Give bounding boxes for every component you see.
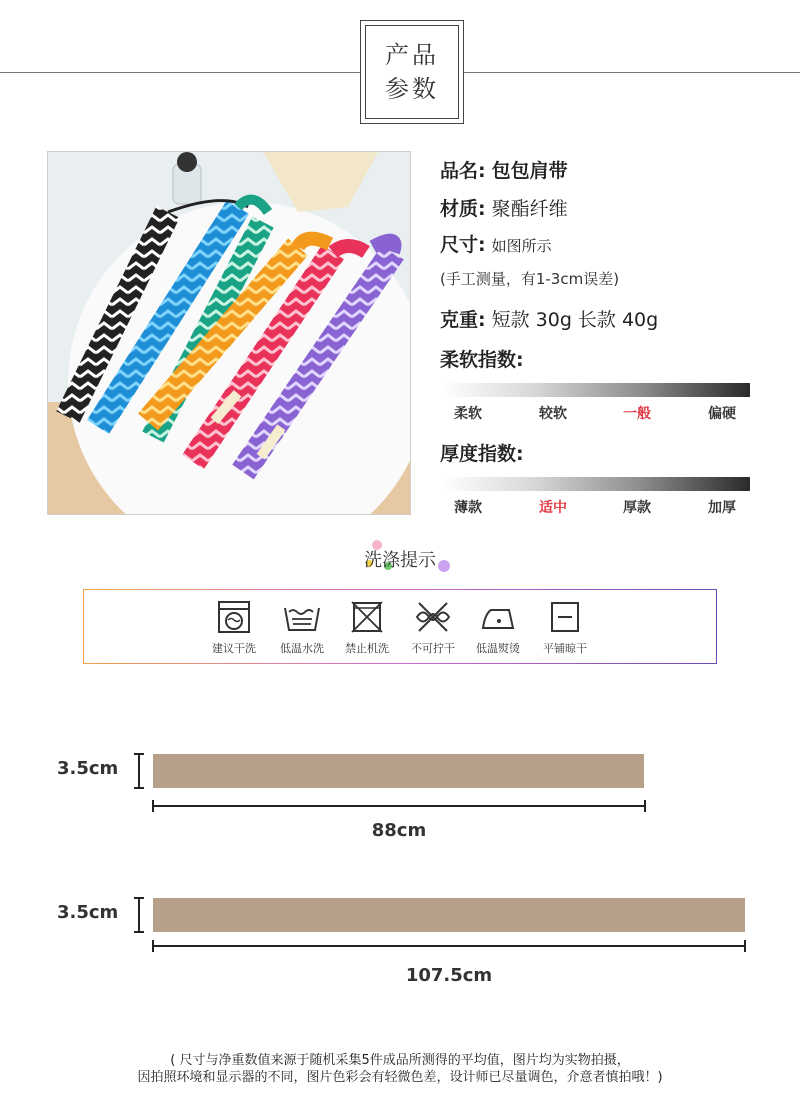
wash-item-no-wring <box>400 600 466 656</box>
long-length-label: 107.5cm <box>405 965 493 986</box>
thickness-title: 厚度指数: <box>440 443 524 465</box>
product-photo <box>48 152 410 514</box>
spec-material-value: 聚酯纤维 <box>491 198 568 220</box>
softness-label-0: 柔软 <box>454 406 482 422</box>
no-wring-icon <box>414 600 452 634</box>
thickness-label-1: 适中 <box>539 500 567 516</box>
section-title-line2: 参数 <box>385 75 439 103</box>
softness-label-2: 一般 <box>623 406 651 422</box>
wash-tips-panel <box>83 589 717 664</box>
wash-label-5: 平铺晾干 <box>543 642 587 655</box>
wash-label-1: 低温水洗 <box>280 642 324 655</box>
header-divider-right <box>464 72 800 73</box>
softness-label-1: 较软 <box>539 406 567 422</box>
thickness-label-0: 薄款 <box>454 500 482 516</box>
spec-name-value: 包包肩带 <box>491 160 568 182</box>
softness-gradient-bar <box>440 383 750 397</box>
low-temp-iron-icon <box>479 600 517 634</box>
wash-item-dry-clean <box>201 600 267 656</box>
spec-weight-label: 克重: <box>440 309 486 331</box>
header-divider-left <box>0 72 360 73</box>
long-width-label: 3.5cm <box>57 902 119 923</box>
short-length-arrow <box>151 798 647 814</box>
spec-size-value: 如图所示 <box>491 237 552 255</box>
wash-label-0: 建议干洗 <box>212 642 256 655</box>
short-width-bracket <box>130 752 146 790</box>
wash-item-no-machine-wash <box>334 600 400 656</box>
spec-material <box>440 194 568 221</box>
softness-label-3: 偏硬 <box>708 406 736 422</box>
thickness-label-2: 厚款 <box>623 500 651 516</box>
low-temp-wash-icon <box>283 600 321 634</box>
wash-label-2: 禁止机洗 <box>345 642 389 655</box>
softness-title: 柔软指数: <box>440 349 524 371</box>
spec-name <box>440 156 568 183</box>
no-machine-wash-icon <box>350 600 384 634</box>
wash-item-low-temp-iron <box>465 600 531 656</box>
section-title-box <box>360 20 464 124</box>
spec-weight-value: 短款 30g 长款 40g <box>491 309 659 331</box>
short-length-label: 88cm <box>371 820 427 841</box>
wash-item-flat-dry <box>532 600 598 656</box>
spec-size-label: 尺寸: <box>440 234 486 256</box>
long-strap-bar <box>153 898 745 932</box>
spec-weight <box>440 305 658 332</box>
wash-label-4: 低温熨烫 <box>476 642 520 655</box>
spec-name-label: 品名: <box>440 160 486 182</box>
long-width-bracket <box>130 896 146 934</box>
flat-dry-icon <box>548 600 582 634</box>
section-title-line1: 产品 <box>385 41 439 69</box>
short-width-label: 3.5cm <box>57 758 119 779</box>
footnote-line1: ( 尺寸与净重数值来源于随机采集5件成品所测得的平均值，图片均为实物拍摄， <box>170 1053 630 1068</box>
wash-item-low-temp-wash <box>269 600 335 656</box>
spec-size <box>440 230 552 257</box>
spec-size-note: (手工测量，有1-3cm误差) <box>440 270 620 288</box>
dry-clean-icon <box>217 600 251 634</box>
short-strap-bar <box>153 754 644 788</box>
footnote-line2: 因拍照环境和显示器的不同，图片色彩会有轻微色差，设计师已尽量调色，介意者慎拍哦！) <box>137 1070 663 1085</box>
spec-material-label: 材质: <box>440 198 486 220</box>
wash-tips-title: 洗涤提示 <box>364 550 436 571</box>
wash-label-3: 不可拧干 <box>411 642 455 655</box>
thickness-gradient-bar <box>440 477 750 491</box>
long-length-arrow <box>151 938 747 954</box>
thickness-label-3: 加厚 <box>708 500 736 516</box>
